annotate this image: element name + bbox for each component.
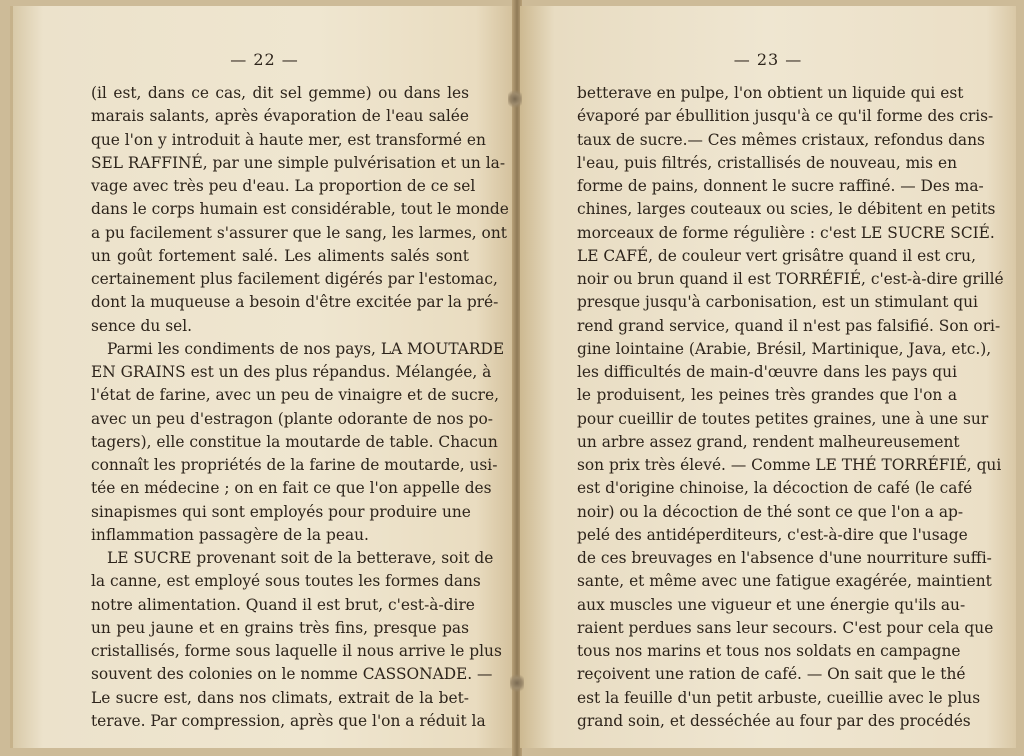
- page-number-right: — 23 —: [733, 50, 803, 69]
- text-line: de ces breuvages en l'absence d'une nourriture suffi-: [577, 549, 992, 567]
- text-line: sante, et même avec une fatigue exagérée, maintient: [577, 572, 992, 591]
- text-line: raient perdues sans leur secours. C'est pour cela que: [577, 618, 994, 637]
- text-line: (il est, dans ce cas, dit sel gemme) ou dans les: [91, 84, 469, 102]
- text-line: le produisent, les peines très grandes que l'on a: [577, 386, 957, 405]
- text-line: connaît les propriétés de la farine de moutarde, usi-: [91, 456, 498, 474]
- left-page: [10, 6, 516, 748]
- text-line: tagers), elle constitue la moutarde de table. Chacun: [91, 432, 498, 451]
- text-line: l'eau, puis filtrés, cristallisés de nouveau, mis en: [577, 153, 957, 172]
- text-line: Le sucre est, dans nos climats, extrait de la bet-: [91, 688, 469, 707]
- text-line: notre alimentation. Quand il est brut, c'est-à-dire: [91, 595, 475, 614]
- text-line: certainement plus facilement digérés par l'estomac,: [91, 270, 498, 288]
- text-line: que l'on y introduit à haute mer, est transformé en: [91, 130, 486, 149]
- text-line: son prix très élevé. — Comme LE THÉ TORRÉFIÉ, qui: [577, 456, 1002, 474]
- text-line: avec un peu d'estragon (plante odorante de nos po-: [91, 409, 493, 428]
- text-line: noir ou brun quand il est TORRÉFIÉ, c'est-à-dire grillé: [577, 270, 1004, 288]
- text-line: terave. Par compression, après que l'on a réduit la: [91, 711, 486, 730]
- text-line: sence du sel.: [91, 316, 193, 335]
- text-line: inflammation passagère de la peau.: [91, 525, 369, 544]
- text-line: SEL RAFFINÉ, par une simple pulvérisation et un la-: [91, 153, 506, 172]
- text-line: un arbre assez grand, rendent malheureusement: [577, 432, 960, 451]
- binding-thread-bottom: [510, 672, 524, 694]
- text-line: est d'origine chinoise, la décoction de café (le café: [577, 479, 973, 498]
- text-line: marais salants, après évaporation de l'eau salée: [91, 107, 469, 126]
- text-line: betterave en pulpe, l'on obtient un liquide qui est: [577, 84, 964, 102]
- text-line: dont la muqueuse a besoin d'être excitée par la pré-: [91, 293, 499, 312]
- right-page: [520, 6, 1016, 748]
- text-line: noir) ou la décoction de thé sont ce que l'on a ap-: [577, 502, 964, 521]
- page-number-left: — 22 —: [230, 50, 299, 69]
- text-line: aux muscles une vigueur et une énergie qu'ils au-: [577, 595, 966, 614]
- text-line: pour cueillir de toutes petites graines, une à une sur: [577, 409, 989, 428]
- text-line: souvent des colonies on le nomme CASSONADE. —: [91, 665, 493, 684]
- text-line: grand soin, et desséchée au four par des procédés: [577, 711, 971, 730]
- text-line: sinapismes qui sont employés pour produire une: [91, 502, 471, 521]
- left-page-text: [91, 82, 509, 733]
- text-line: évaporé par ébullition jusqu'à ce qu'il forme des cris-: [577, 107, 994, 126]
- text-line: morceaux de forme régulière : c'est LE SUCRE SCIÉ.: [577, 223, 995, 242]
- right-page-text: [577, 82, 1004, 733]
- text-line: tous nos marins et tous nos soldats en campagne: [577, 642, 961, 660]
- text-line: un goût fortement salé. Les aliments salés sont: [91, 246, 469, 265]
- text-line: cristallisés, forme sous laquelle il nous arrive le plus: [91, 642, 502, 660]
- text-line: chines, larges couteaux ou scies, le débitent en petits: [577, 200, 996, 219]
- text-line: pelé des antidéperditeurs, c'est-à-dire que l'usage: [577, 525, 968, 544]
- text-line: Parmi les condiments de nos pays, LA MOUTARDE: [107, 339, 505, 358]
- text-line: vage avec très peu d'eau. La proportion de ce sel: [91, 177, 476, 195]
- text-line: un peu jaune et en grains très fins, presque pas: [91, 618, 469, 637]
- text-line: l'état de farine, avec un peu de vinaigre et de sucre,: [91, 386, 499, 405]
- text-line: LE SUCRE provenant soit de la betterave, soit de: [107, 549, 494, 567]
- text-line: est la feuille d'un petit arbuste, cueillie avec le plus: [577, 688, 981, 707]
- text-line: EN GRAINS est un des plus répandus. Mélangée, à: [91, 363, 492, 381]
- text-line: forme de pains, donnent le sucre raffiné. — Des ma-: [577, 177, 984, 195]
- text-line: tée en médecine ; on en fait ce que l'on appelle des: [91, 479, 492, 498]
- text-line: taux de sucre.— Ces mêmes cristaux, refondus dans: [577, 130, 985, 149]
- text-line: reçoivent une ration de café. — On sait que le thé: [577, 665, 966, 684]
- text-line: LE CAFÉ, de couleur vert grisâtre quand il est cru,: [577, 246, 976, 265]
- text-line: rend grand service, quand il n'est pas falsifié. Son ori-: [577, 316, 1001, 335]
- text-line: dans le corps humain est considérable, tout le monde: [91, 200, 509, 219]
- text-line: gine lointaine (Arabie, Brésil, Martinique, Java, etc.),: [577, 339, 992, 358]
- text-line: presque jusqu'à carbonisation, est un stimulant qui: [577, 293, 978, 312]
- text-line: a pu facilement s'assurer que le sang, les larmes, ont: [91, 223, 507, 242]
- text-line: les difficultés de main-d'œuvre dans les pays qui: [577, 363, 957, 381]
- binding-thread-top: [508, 88, 522, 110]
- text-line: la canne, est employé sous toutes les formes dans: [91, 572, 481, 591]
